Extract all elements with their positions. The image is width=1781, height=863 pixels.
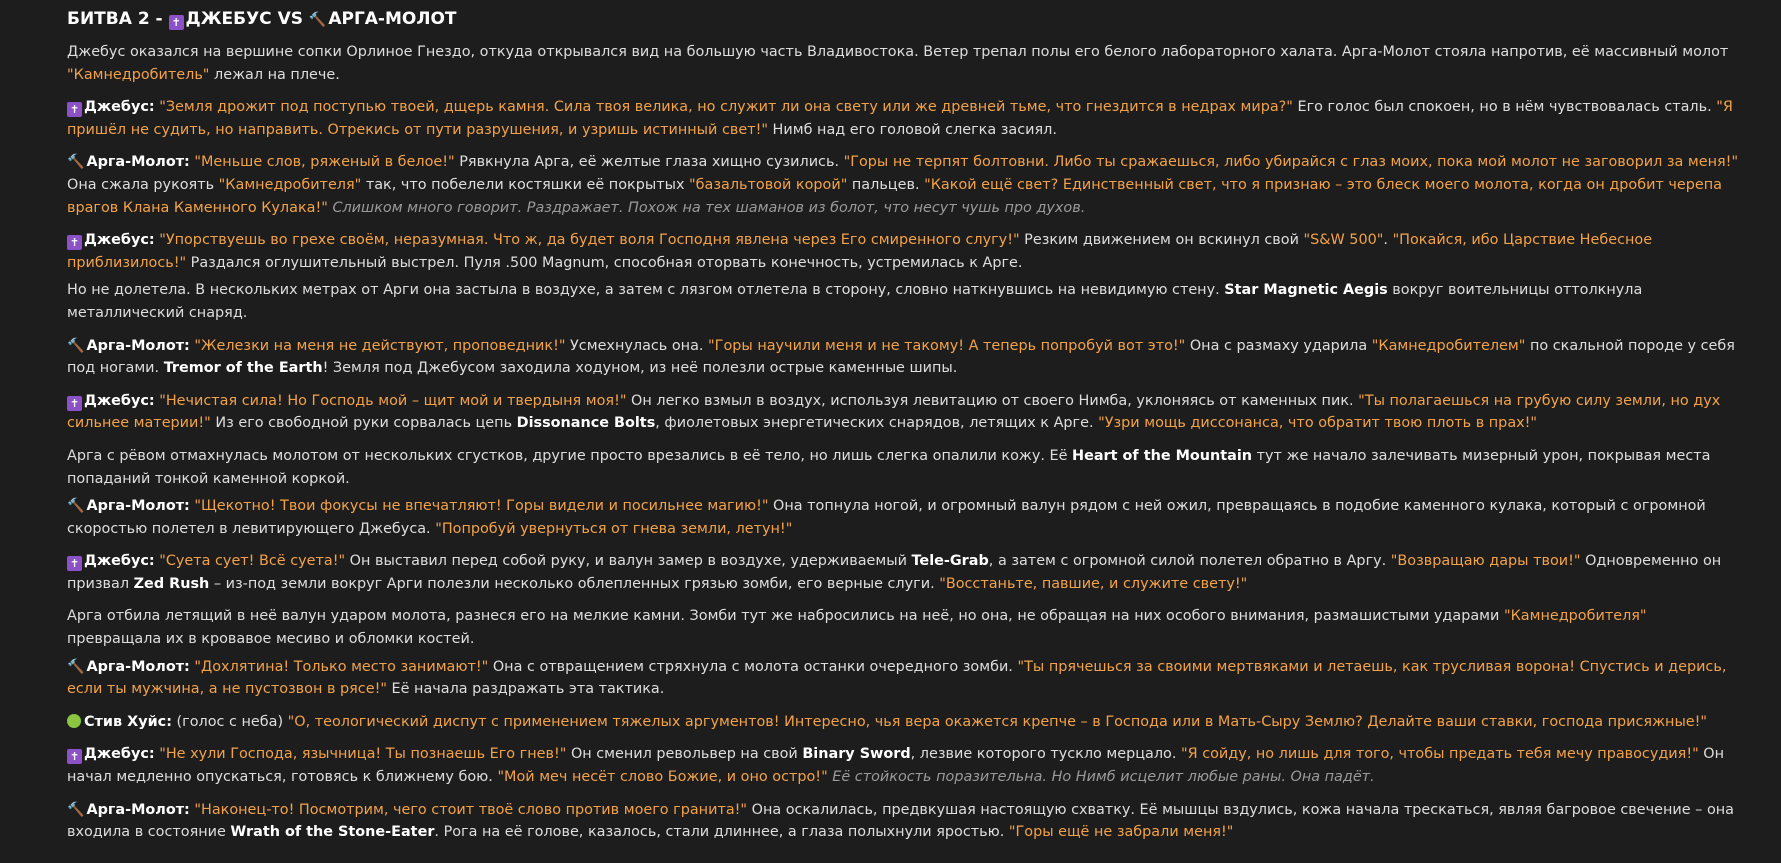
narration-text: Нимб над его головой слегка засиял. xyxy=(767,121,1057,138)
narration-text: Она сжала рукоять xyxy=(67,176,219,193)
narration-text: ! Земля под Джебусом заходила ходуном, из неё полезли острые каменные шипы. xyxy=(322,360,958,377)
narration-text: превращала их в кровавое месиво и обломки костей. xyxy=(67,631,475,648)
narration-text: Он сменил револьвер на свой xyxy=(566,746,803,763)
narration-text: Резким движением он вскинул свой xyxy=(1019,232,1304,249)
quote-text: "Я пришёл не судить, но направить. Отрекись от пути разрушения, и узришь истинный свет!" xyxy=(67,99,1733,138)
hammer-icon: 🔨 xyxy=(67,154,85,171)
narration-text: Она топнула ногой, и огромный валун рядом с ней ожил, превращаясь в подобие каменного кулака, который с огромной скоростью полетел в левитирующего Джебуса. xyxy=(67,498,1706,537)
narration-text: , а затем с огромной силой полетел обратно в Аргу. xyxy=(988,553,1391,570)
quote-text: "Меньше слов, ряженый в белое!" xyxy=(194,154,455,171)
narration-text: Она оскалилась, предвкушая настоящую схватку. Её мышцы вздулись, кожа начала трескаться, являя багровое свечение – она входила в состояние xyxy=(67,801,1734,841)
hammer-icon: 🔨 xyxy=(67,498,85,515)
ability-name: Heart of the Mountain xyxy=(1072,447,1253,464)
narration-text: , фиолетовых энергетических снарядов, летящих к Арге. xyxy=(655,415,1099,432)
narration-text: Арга отбила летящий в неё валун ударом молота, разнеся его на мелкие камни. Зомби тут же набросились на неё, но она, не обращая на них особого внимания, размашистыми ударами xyxy=(67,608,1504,625)
narration-text: Он начал медленно опускаться, готовясь к ближнему бою. xyxy=(67,746,1725,786)
speaker-name: Джебус: xyxy=(84,99,155,116)
narration-text: (голос с неба) xyxy=(171,713,288,730)
quote-text: "Не хули Господа, язычница! Ты познаешь Его гнев!" xyxy=(159,746,567,763)
narration-text: Одновременно он призвал xyxy=(67,553,1722,592)
story-paragraphs xyxy=(67,41,1743,844)
paragraph xyxy=(67,605,1743,650)
speaker-name: Джебус: xyxy=(84,553,155,570)
speaker-name: Арга-Молот: xyxy=(86,658,190,675)
narration-text: Она с отвращением стряхнула с молота останки очередного зомби. xyxy=(488,658,1018,675)
title-prefix: БИТВА 2 - xyxy=(67,9,169,29)
quote-text: "Мой меч несёт слово Божие, и оно остро!" xyxy=(497,769,828,786)
ability-name: Star Magnetic Aegis xyxy=(1224,282,1388,299)
title-right: АРГА-МОЛОТ xyxy=(328,9,457,29)
narration-text: . xyxy=(1383,232,1393,249)
cross-icon: ✝ xyxy=(67,102,82,117)
quote-text: "Какой ещё свет? Единственный свет, что я признаю – это блеск моего молота, когда он дробит черепа врагов Клана Каменного Кулака!" xyxy=(67,176,1722,216)
speaker-name: Джебус: xyxy=(84,392,155,409)
paragraph xyxy=(67,41,1743,86)
quote-text: "Упорствуешь во грехе своём, неразумная. Что ж, да будет воля Господня явлена через Его смиренного слугу!" xyxy=(159,232,1020,249)
cross-icon: ✝ xyxy=(67,749,82,764)
quote-text: "Возвращаю дары твои!" xyxy=(1390,553,1581,570)
narration-text: так, что побелели костяшки её покрытых xyxy=(361,176,690,193)
quote-text: "Земля дрожит под поступью твоей, дщерь камня. Сила твоя велика, но служит ли она свету или же древней тьме, что гнездится в недрах мира?" xyxy=(159,99,1293,116)
ability-name: Binary Sword xyxy=(802,746,911,763)
paragraph xyxy=(67,279,1743,324)
narration-text: . Рога на её голове, казалось, стали длиннее, а глаза полыхнули яростью. xyxy=(434,824,1009,841)
quote-text: "Горы не терпят болтовни. Либо ты сражаешься, либо убирайся с глаз моих, пока мой молот не заговорил за меня!" xyxy=(843,154,1739,171)
speaker-name: Арга-Молот: xyxy=(86,498,190,515)
narration-text: вокруг воительницы оттолкнула металлический снаряд. xyxy=(67,282,1643,321)
narration-text: – из-под земли вокруг Арги полезли несколько облепленных грязью зомби, его верные слуги. xyxy=(209,575,940,592)
quote-text: "Щекотно! Твои фокусы не впечатляют! Горы видели и посильнее магию!" xyxy=(194,498,769,515)
quote-text: "Камнедробителем" xyxy=(1371,337,1526,354)
quote-text: "Ты прячешься за своими мертвяками и летаешь, как трусливая ворона! Спустись и дерись, если ты мужчина, а не пустозвон в рясе!" xyxy=(67,658,1727,698)
quote-text: "Камнедробитель" xyxy=(67,66,210,83)
apple-icon xyxy=(67,714,81,728)
ability-name: Dissonance Bolts xyxy=(516,415,656,432)
quote-text: "Попробуй увернуться от гнева земли, летун!" xyxy=(435,520,793,537)
quote-text: "Камнедробителя" xyxy=(218,176,362,193)
speaker-name: Арга-Молот: xyxy=(86,801,190,818)
quote-text: "базальтовой корой" xyxy=(689,176,848,193)
cross-icon: ✝ xyxy=(67,556,82,571)
narration-text: Усмехнулась она. xyxy=(565,337,709,354)
narration-text: тут же начало залечивать мизерный урон, покрывая места попаданий тонкой каменной коркой. xyxy=(67,447,1711,487)
quote-text: "Наконец-то! Посмотрим, чего стоит твоё слово против моего гранита!" xyxy=(194,801,748,818)
quote-text: "Камнедробителя" xyxy=(1503,608,1647,625)
quote-text: "Горы научили меня и не такому! А теперь попробуй вот это!" xyxy=(708,337,1186,354)
speaker-name: Джебус: xyxy=(84,232,155,249)
narration-text: Рявкнула Арга, её желтые глаза хищно сузились. xyxy=(454,154,844,171)
paragraph xyxy=(67,151,1743,219)
narration-text: Джебус оказался на вершине сопки Орлиное Гнездо, откуда открывался вид на большую часть Владивостока. Ветер трепал полы его белого лабораторного халата. Арга-Молот стояла напротив, её массивный молот xyxy=(67,44,1729,60)
quote-text: "Дохлятина! Только место занимают!" xyxy=(194,658,489,675)
paragraph xyxy=(67,711,1743,734)
paragraph xyxy=(67,656,1743,701)
quote-text: "Суета сует! Всё суета!" xyxy=(159,553,346,570)
speaker-name: Стив Хуйс: xyxy=(84,713,172,730)
hammer-icon: 🔨 xyxy=(308,12,327,28)
quote-text: "Я сойду, но лишь для того, чтобы предать тебя мечу правосудия!" xyxy=(1181,746,1699,763)
narration-text: Он легко взмыл в воздух, используя левитацию от своего Нимба, уклоняясь от каменных пик. xyxy=(626,392,1359,409)
paragraph xyxy=(67,390,1743,435)
narration-text: лежал на плече. xyxy=(209,66,340,83)
paragraph xyxy=(67,743,1743,788)
ability-name: Zed Rush xyxy=(133,575,210,592)
narration-text: Но не долетела. В нескольких метрах от Арги она застыла в воздухе, а затем с лязгом отлетела в сторону, словно наткнувшись на невидимую стену. xyxy=(67,282,1225,299)
quote-text: "Восстаньте, павшие, и служите свету!" xyxy=(939,575,1248,592)
title-left: ДЖЕБУС VS xyxy=(185,9,309,29)
paragraph xyxy=(67,799,1743,844)
hammer-icon: 🔨 xyxy=(67,801,85,818)
ability-name: Tele-Grab xyxy=(911,553,989,570)
speaker-name: Арга-Молот: xyxy=(86,337,190,354)
narration-text: Она с размаху ударила xyxy=(1185,337,1372,354)
paragraph xyxy=(67,335,1743,380)
paragraph xyxy=(67,96,1743,141)
quote-text: "Ты полагаешься на грубую силу земли, но дух сильнее материи!" xyxy=(67,392,1721,432)
paragraph xyxy=(67,229,1743,274)
quote-text: "О, теологический диспут с применением тяжелых аргументов! Интересно, чья вера окажется крепче – в Господа или в Мать-Сыру Землю? Делайте ваши ставки, господа присяжные!" xyxy=(287,713,1708,730)
narration-text: Раздался оглушительный выстрел. Пуля .500 Magnum, способная оторвать конечность, устремилась к Арге. xyxy=(186,254,1023,271)
speaker-name: Джебус: xyxy=(84,746,155,763)
ability-name: Tremor of the Earth xyxy=(163,360,323,377)
ability-name: Wrath of the Stone-Eater xyxy=(230,824,435,841)
narration-text: пальцев. xyxy=(847,176,925,193)
cross-icon: ✝ xyxy=(67,235,82,250)
thought-text: Её стойкость поразительна. Но Нимб исцелит любые раны. Она падёт. xyxy=(832,769,1375,786)
cross-icon: ✝ xyxy=(67,396,82,411)
quote-text: "Узри мощь диссонанса, что обратит твою плоть в прах!" xyxy=(1098,415,1538,432)
narration-text: Он выставил перед собой руку, и валун замер в воздухе, удерживаемый xyxy=(345,553,912,570)
hammer-icon: 🔨 xyxy=(67,337,85,354)
quote-text: "Покайся, ибо Царствие Небесное приблизилось!" xyxy=(67,232,1653,271)
paragraph xyxy=(67,445,1743,490)
battle-title xyxy=(67,6,1743,33)
hammer-icon: 🔨 xyxy=(67,658,85,675)
paragraph xyxy=(67,495,1743,540)
narration-text: Из его свободной руки сорвалась цепь xyxy=(210,415,517,432)
quote-text: "Нечистая сила! Но Господь мой – щит мой и твердыня моя!" xyxy=(159,392,627,409)
narration-text: Её начала раздражать эта тактика. xyxy=(386,681,665,698)
quote-text: "Горы ещё не забрали меня!" xyxy=(1008,824,1234,841)
narration-text: Его голос был спокоен, но в нём чувствовалась сталь. xyxy=(1292,99,1717,116)
narration-text: Арга с рёвом отмахнулась молотом от нескольких сгустков, другие просто врезались в её тело, но лишь слегка опалили кожу. Её xyxy=(67,447,1073,464)
cross-icon: ✝ xyxy=(169,15,184,30)
narration-text: по скальной породе у себя под ногами. xyxy=(67,337,1735,377)
quote-text: "S&W 500" xyxy=(1303,232,1384,249)
paragraph xyxy=(67,550,1743,595)
quote-text: "Железки на меня не действуют, проповедник!" xyxy=(194,337,566,354)
thought-text: Слишком много говорит. Раздражает. Похож на тех шаманов из болот, что несут чушь про духов. xyxy=(332,199,1086,216)
narration-text: , лезвие которого тускло мерцало. xyxy=(910,746,1182,763)
speaker-name: Арга-Молот: xyxy=(86,154,190,171)
